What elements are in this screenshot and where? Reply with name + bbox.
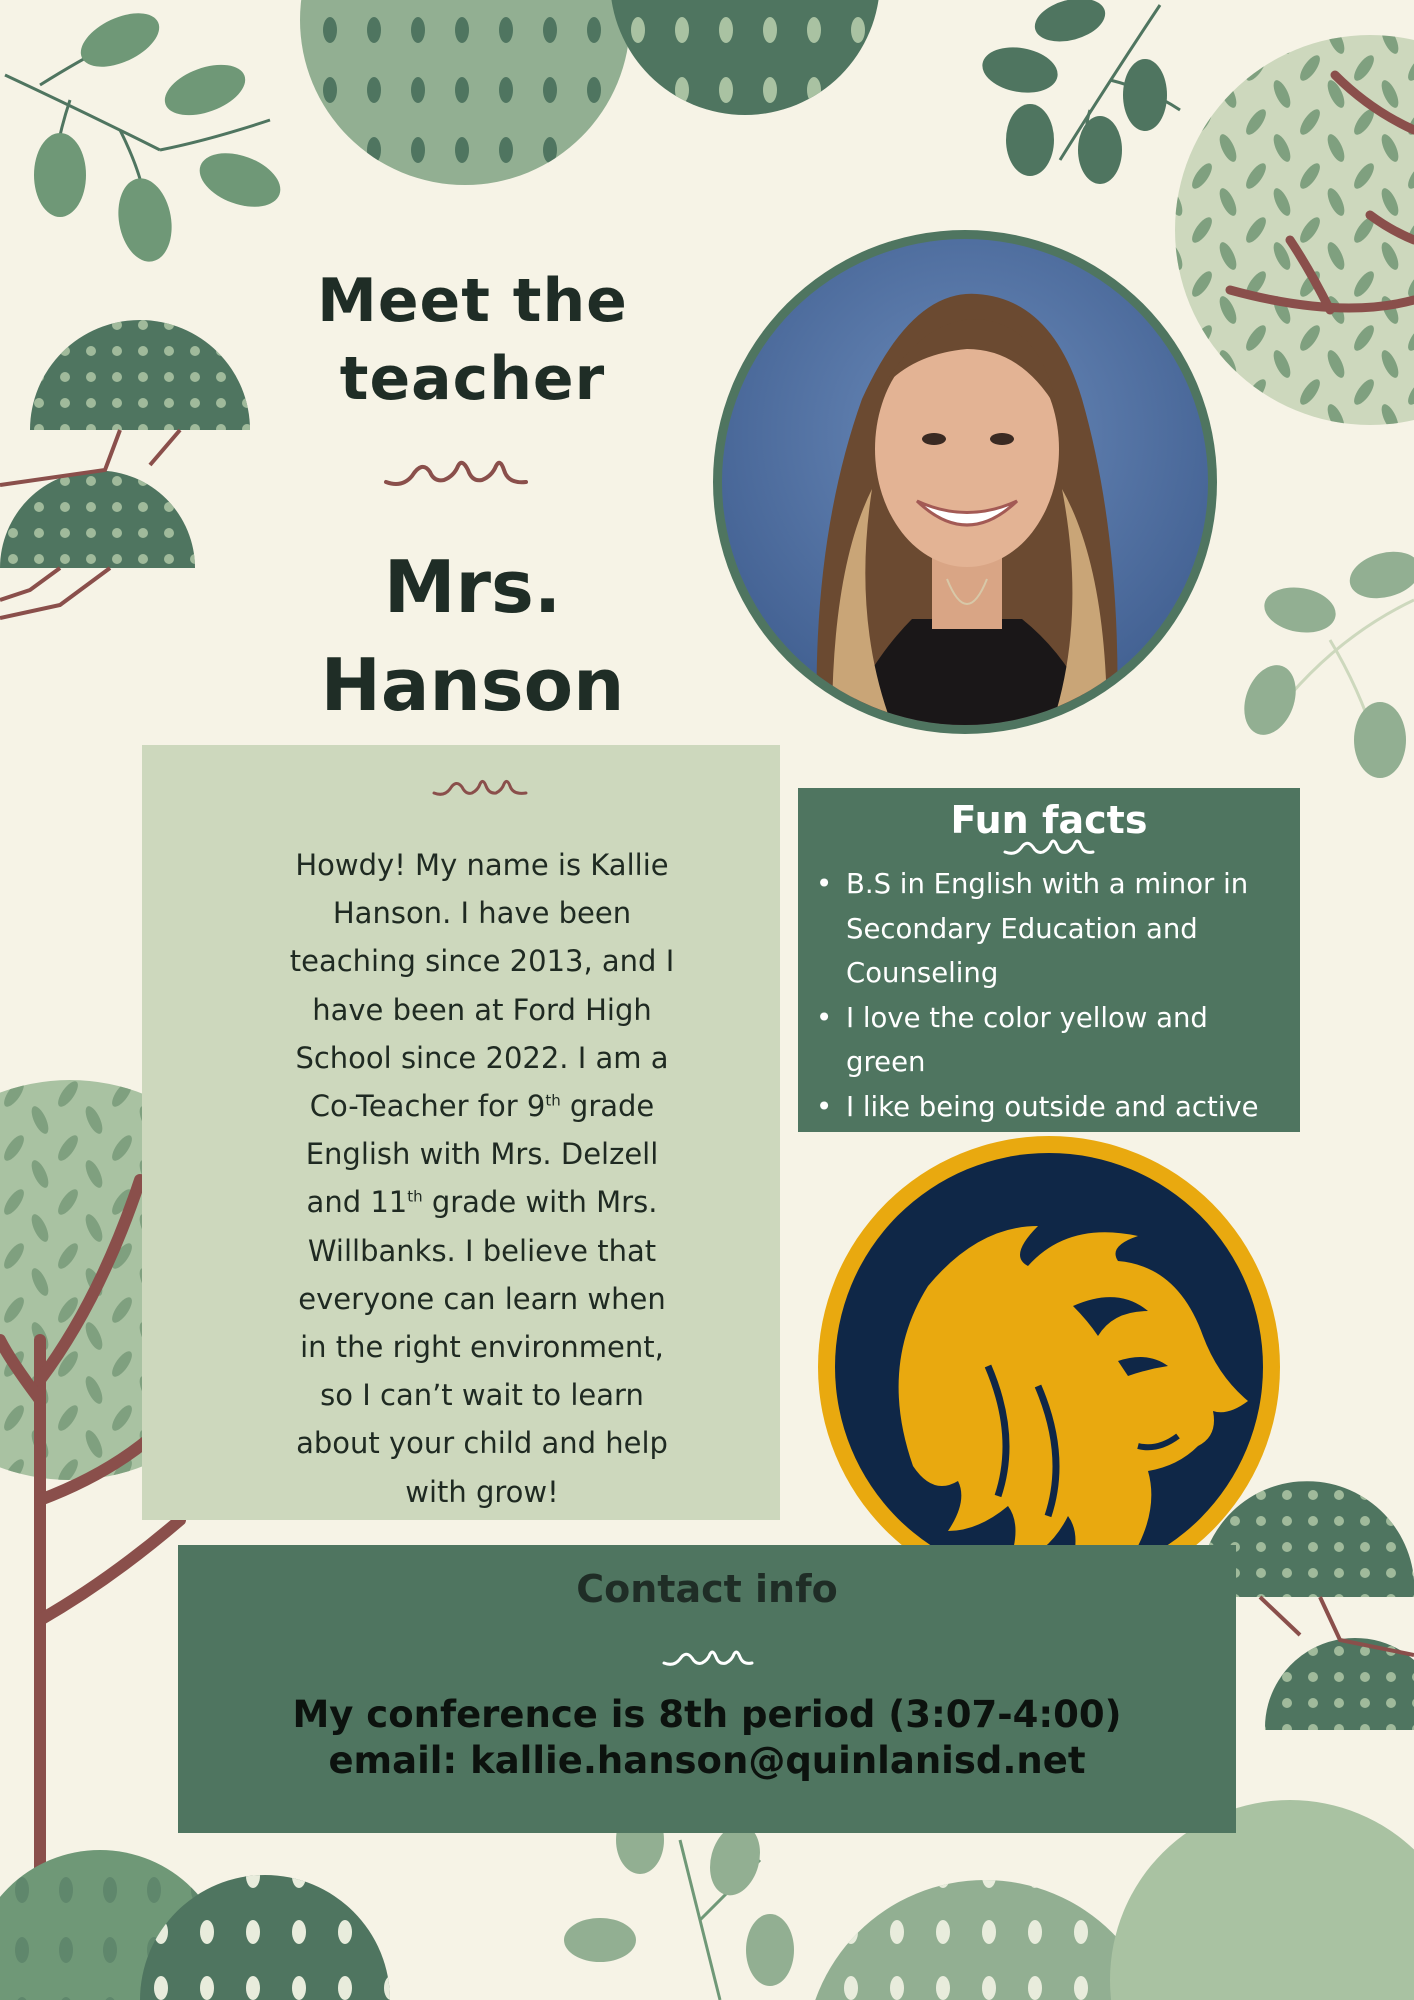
- bio-line: English with Mrs. Delzell: [305, 1137, 659, 1172]
- teacher-photo: [722, 239, 1208, 725]
- title-line-1: Meet the: [317, 266, 628, 336]
- list-item: • I love the color yellow and green: [846, 996, 1286, 1085]
- bio-line: have been at Ford High: [312, 992, 652, 1027]
- bio-line: teaching since 2013, and I: [289, 944, 675, 979]
- bio-line: [272, 1082, 692, 1130]
- contact-panel: [178, 1545, 1236, 1833]
- bio-line: with grow!: [405, 1474, 559, 1509]
- ordinal-suffix: th: [407, 1187, 423, 1206]
- conference-time: My conference is 8th period (3:07-4:00): [292, 1693, 1122, 1736]
- fun-facts-list: [798, 862, 1286, 1130]
- bio-line: Howdy! My name is Kallie: [295, 848, 669, 882]
- ordinal-suffix: th: [545, 1091, 561, 1110]
- bio-line: about your child and help: [296, 1426, 668, 1461]
- list-item: • B.S in English with a minor in Secondary Education and Counseling: [846, 862, 1286, 996]
- title-line-2: teacher: [339, 344, 606, 414]
- bio-line: so I can’t wait to learn: [320, 1378, 644, 1413]
- fun-facts-panel: [798, 788, 1300, 1132]
- bio-line: Willbanks. I believe that: [307, 1233, 657, 1268]
- bio-line: Hanson. I have been: [332, 896, 632, 931]
- bio-line: [272, 1178, 692, 1226]
- name-line-2: Hanson: [320, 643, 625, 727]
- bio-text-part: and 11: [306, 1185, 408, 1220]
- teacher-name: [265, 538, 680, 734]
- page-title: [265, 262, 680, 418]
- bio-text-part: grade: [560, 1089, 655, 1124]
- list-item: • I like being outside and active: [846, 1085, 1286, 1130]
- bio-text-part: Co-Teacher for 9: [309, 1089, 546, 1124]
- bio-text: [272, 841, 692, 1516]
- name-line-1: Mrs.: [383, 545, 562, 629]
- contact-title: Contact info: [576, 1567, 838, 1611]
- squiggle-divider-icon: [382, 448, 530, 492]
- squiggle-divider-icon: [1003, 834, 1095, 858]
- email-address[interactable]: email: kallie.hanson@quinlanisd.net: [328, 1739, 1086, 1782]
- bio-line: everyone can learn when: [298, 1281, 666, 1316]
- squiggle-divider-icon: [432, 773, 528, 799]
- lion-logo-icon: [818, 1136, 1280, 1598]
- squiggle-divider-icon: [662, 1645, 754, 1669]
- teacher-photo-frame: [713, 230, 1217, 734]
- bio-line: in the right environment,: [300, 1330, 664, 1365]
- bio-panel: [142, 745, 780, 1520]
- bio-line: School since 2022. I am a: [295, 1040, 669, 1075]
- bio-text-part: grade with Mrs.: [422, 1185, 658, 1220]
- fun-facts-title: Fun facts: [950, 798, 1148, 842]
